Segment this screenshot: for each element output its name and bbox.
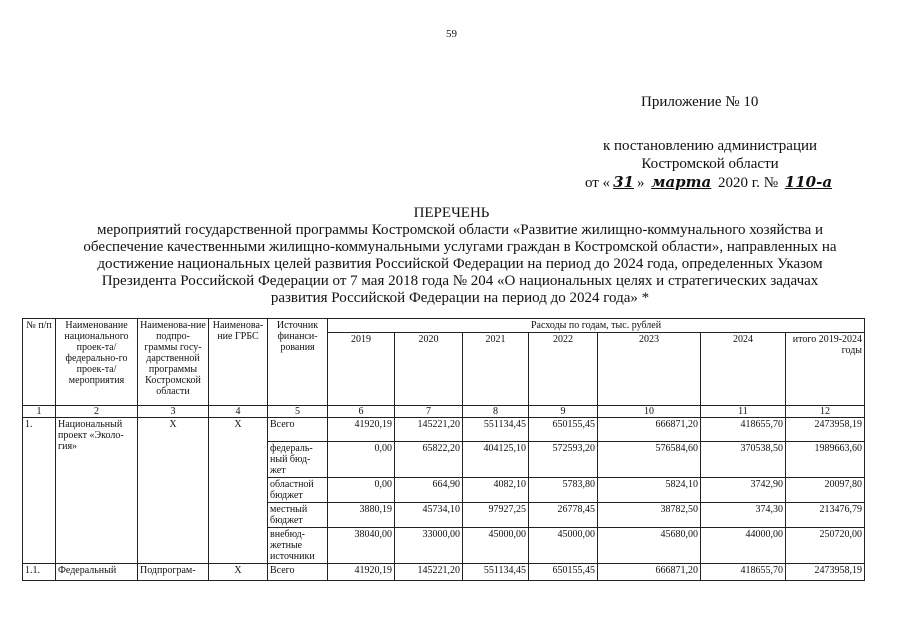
col-number: 1	[23, 406, 56, 418]
col-number: 9	[529, 406, 598, 418]
row-value: 41920,19	[328, 564, 395, 581]
row-value: 664,90	[395, 478, 463, 503]
row-name: Национальный проект «Эколо-гия»	[56, 418, 138, 564]
decree-number: 110-а	[784, 173, 833, 191]
measures-table	[22, 318, 865, 581]
header-grbs: Наименова-ние ГРБС	[209, 319, 268, 406]
table-row	[23, 564, 865, 581]
col-number: 8	[463, 406, 529, 418]
row-value: 26778,45	[529, 503, 598, 528]
header-name: Наименование национального проек-та/федерально-го проек-та/мероприятия	[56, 319, 138, 406]
decree-mid: »	[636, 175, 645, 191]
col-number: 5	[268, 406, 328, 418]
row-source: федераль-ный бюд-жет	[268, 442, 328, 478]
document-subtitle: мероприятий государственной программы Костромской области «Развитие жилищно-коммунального хозяйства и обеспечение качественными жилищно-коммунальными услугами граждан в Костромской области», направленных на достижение национальных целей развития Российской Федерации на период до 2024 года, определенных Указом Президента Российской Федерации от 7 мая 2018 года № 204 «О национальных целях и стратегических задачах развития Российской Федерации на период до 2024 года» *	[83, 222, 837, 306]
decree-prefix: от «	[584, 175, 611, 191]
row-source: местный бюджет	[268, 503, 328, 528]
row-value: 0,00	[328, 442, 395, 478]
row-source: Всего	[268, 564, 328, 581]
col-number: 7	[395, 406, 463, 418]
row-subprogram: Подпрограм-	[138, 564, 209, 581]
row-source: Всего	[268, 418, 328, 442]
header-subprogram: Наименова-ние подпро-граммы госу-дарственной программы Костромской области	[138, 319, 209, 406]
row-value: 374,30	[701, 503, 786, 528]
row-value: 551134,45	[463, 564, 529, 581]
row-value: 20097,80	[786, 478, 865, 503]
col-number: 3	[138, 406, 209, 418]
header-year-2021: 2021	[463, 333, 529, 406]
header-source: Источник финанси-рования	[268, 319, 328, 406]
row-value: 2473958,19	[786, 564, 865, 581]
row-value: 5824,10	[598, 478, 701, 503]
row-value: 250720,00	[786, 528, 865, 564]
col-number: 11	[701, 406, 786, 418]
row-num: 1.	[23, 418, 56, 564]
header-year-2020: 2020	[395, 333, 463, 406]
header-total: итого 2019-2024 годы	[786, 333, 865, 406]
row-value: 370538,50	[701, 442, 786, 478]
row-value: 38040,00	[328, 528, 395, 564]
row-value: 650155,45	[529, 418, 598, 442]
row-value: 65822,20	[395, 442, 463, 478]
row-value: 45000,00	[463, 528, 529, 564]
row-value: 213476,79	[786, 503, 865, 528]
row-value: 572593,20	[529, 442, 598, 478]
row-value: 2473958,19	[786, 418, 865, 442]
row-num: 1.1.	[23, 564, 56, 581]
decree-reference	[560, 137, 860, 192]
decree-month: марта	[651, 173, 712, 191]
row-value: 404125,10	[463, 442, 529, 478]
decree-line-1: к постановлению администрации	[602, 138, 818, 154]
row-grbs: Х	[209, 564, 268, 581]
row-value: 145221,20	[395, 564, 463, 581]
col-number: 10	[598, 406, 701, 418]
row-value: 418655,70	[701, 564, 786, 581]
row-value: 666871,20	[598, 564, 701, 581]
table-row	[23, 418, 865, 442]
row-grbs: Х	[209, 418, 268, 564]
header-year-2019: 2019	[328, 333, 395, 406]
header-expenses: Расходы по годам, тыс. рублей	[328, 319, 865, 333]
row-value: 45680,00	[598, 528, 701, 564]
row-value: 650155,45	[529, 564, 598, 581]
row-value: 33000,00	[395, 528, 463, 564]
row-value: 576584,60	[598, 442, 701, 478]
col-number: 2	[56, 406, 138, 418]
col-number: 4	[209, 406, 268, 418]
row-value: 3880,19	[328, 503, 395, 528]
row-value: 4082,10	[463, 478, 529, 503]
decree-line-2: Костромской области	[641, 156, 779, 172]
row-source: областной бюджет	[268, 478, 328, 503]
row-value: 3742,90	[701, 478, 786, 503]
row-value: 44000,00	[701, 528, 786, 564]
row-name: Федеральный	[56, 564, 138, 581]
decree-year: 2020 г. №	[718, 175, 779, 191]
decree-date-line	[560, 173, 860, 192]
row-value: 1989663,60	[786, 442, 865, 478]
row-value: 5783,80	[529, 478, 598, 503]
row-value: 97927,25	[463, 503, 529, 528]
row-value: 0,00	[328, 478, 395, 503]
row-value: 38782,50	[598, 503, 701, 528]
row-source: внебюд-жетные источники	[268, 528, 328, 564]
row-subprogram: Х	[138, 418, 209, 564]
row-value: 41920,19	[328, 418, 395, 442]
appendix-label: Приложение № 10	[641, 94, 759, 110]
page-number: 59	[446, 28, 457, 40]
row-value: 551134,45	[463, 418, 529, 442]
header-row-1	[23, 319, 865, 333]
column-numbers-row	[23, 406, 865, 418]
decree-day: 31	[613, 173, 634, 191]
header-num: № п/п	[23, 319, 56, 406]
row-value: 45734,10	[395, 503, 463, 528]
header-year-2024: 2024	[701, 333, 786, 406]
header-year-2022: 2022	[529, 333, 598, 406]
document-title: ПЕРЕЧЕНЬ	[413, 205, 490, 221]
col-number: 6	[328, 406, 395, 418]
row-value: 666871,20	[598, 418, 701, 442]
row-value: 45000,00	[529, 528, 598, 564]
row-value: 418655,70	[701, 418, 786, 442]
row-value: 145221,20	[395, 418, 463, 442]
header-year-2023: 2023	[598, 333, 701, 406]
col-number: 12	[786, 406, 865, 418]
